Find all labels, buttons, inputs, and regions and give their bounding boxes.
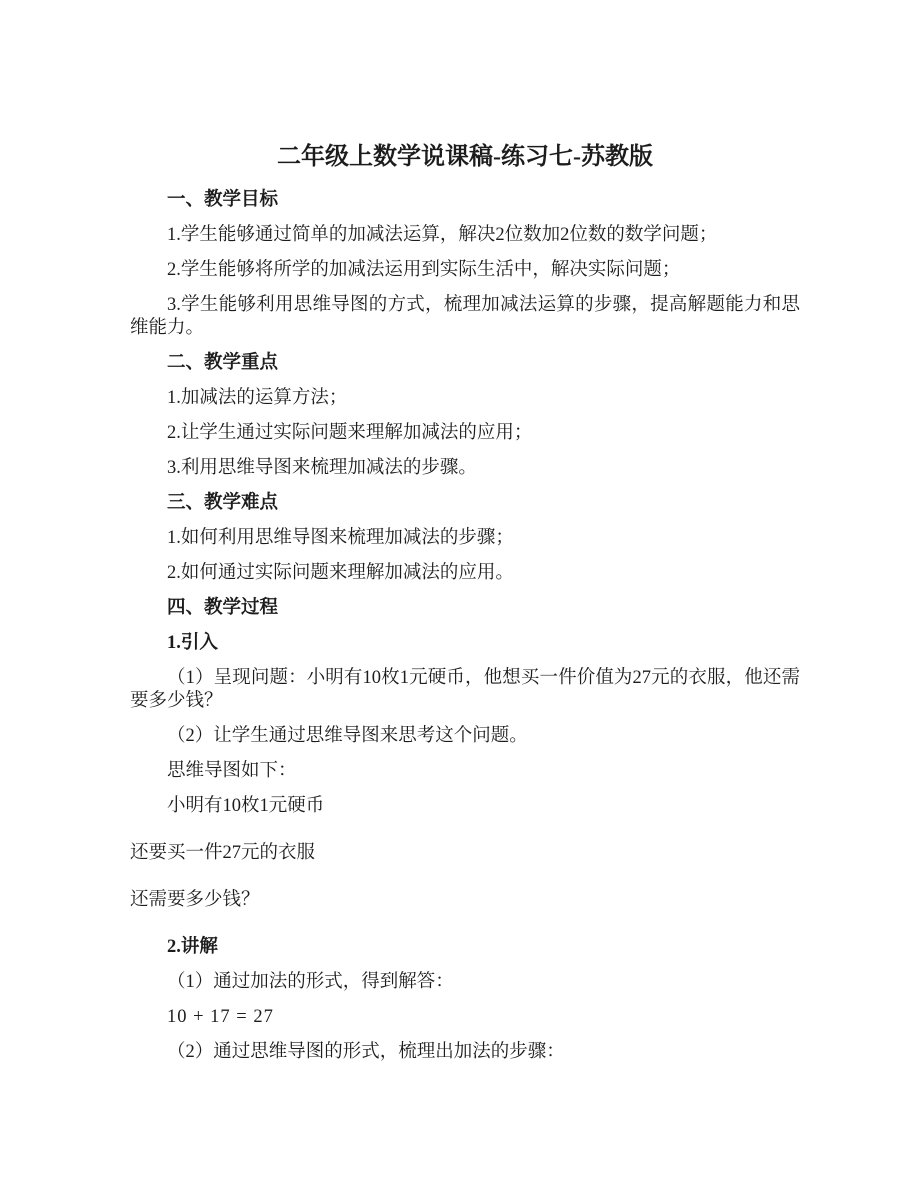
paragraph: 3.利用思维导图来梳理加减法的步骤。 (167, 458, 477, 478)
paragraph-flush: 还要买一件27元的衣服 (130, 843, 316, 863)
paragraph: （2）让学生通过思维导图来思考这个问题。 (167, 726, 528, 746)
document-body (130, 189, 800, 1064)
paragraph: 3.学生能够利用思维导图的方式，梳理加减法运算的步骤，提高解题能力和思维能力。 (130, 295, 800, 338)
paragraph: 1.加减法的运算方法； (167, 388, 348, 408)
section-heading: 二、教学重点 (167, 353, 279, 373)
paragraph: 小明有10枚1元硬币 (167, 796, 325, 816)
paragraph: 思维导图如下： (167, 761, 297, 781)
section-heading: 四、教学过程 (167, 598, 279, 618)
section-heading: 1.引入 (167, 633, 218, 653)
paragraph: 2.学生能够将所学的加减法运用到实际生活中，解决实际问题； (167, 260, 681, 280)
section-heading: 一、教学目标 (167, 190, 279, 210)
equation: 10 + 17 = 27 (167, 1007, 274, 1027)
document-title: 二年级上数学说课稿-练习七-苏教版 (277, 144, 653, 170)
section-heading: 三、教学难点 (167, 493, 279, 513)
paragraph: （1）通过加法的形式，得到解答： (167, 972, 454, 992)
paragraph: （2）通过思维导图的形式，梳理出加法的步骤： (167, 1042, 565, 1062)
paragraph: 2.如何通过实际问题来理解加减法的应用。 (167, 563, 514, 583)
paragraph: （1）呈现问题：小明有10枚1元硬币，他想买一件价值为27元的衣服，他还需要多少钱？ (130, 668, 800, 711)
section-heading: 2.讲解 (167, 937, 218, 957)
paragraph-flush: 还需要多少钱？ (130, 890, 260, 910)
paragraph: 2.让学生通过实际问题来理解加减法的应用； (167, 423, 533, 443)
paragraph: 1.如何利用思维导图来梳理加减法的步骤； (167, 528, 514, 548)
paragraph: 1.学生能够通过简单的加减法运算，解决2位数加2位数的数学问题； (167, 225, 718, 245)
